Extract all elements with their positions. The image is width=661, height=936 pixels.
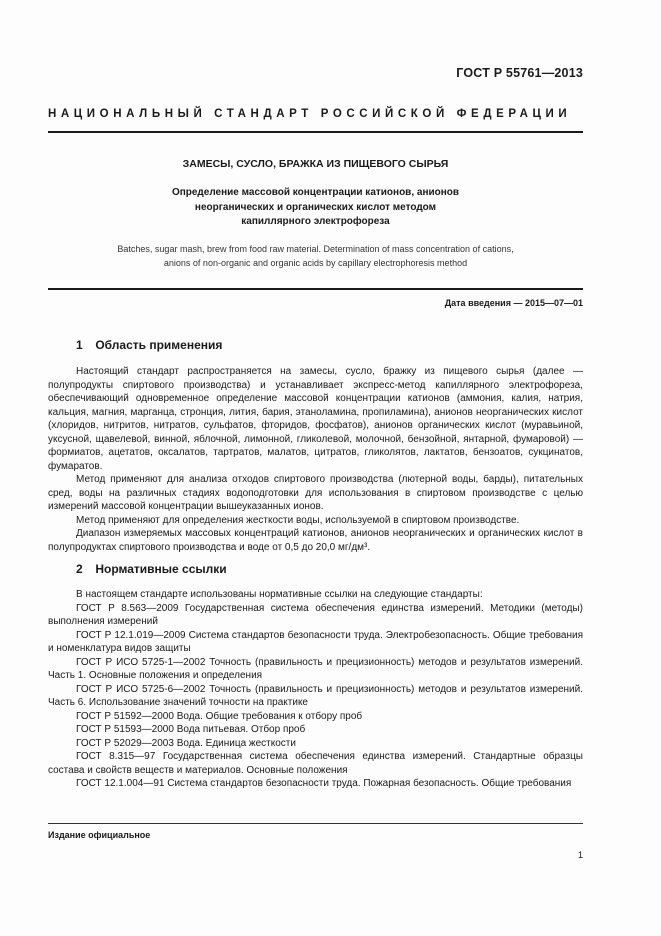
header-divider [48,131,583,133]
reference-item: ГОСТ 12.1.004—91 Система стандартов безопасности труда. Пожарная безопасность. Общие требования [76,778,572,789]
section-title: Область применения [95,338,223,352]
section-2-body [48,588,583,791]
reference-item: ГОСТ Р 12.1.019—2009 Система стандартов безопасности труда. Электробезопасность. Общие требования и номенклатура видов защиты [48,629,583,654]
english-title-line: Batches, sugar mash, brew from food raw material. Determination of mass concentration of cations, [117,244,514,254]
reference-item: ГОСТ Р 51593—2000 Вода питьевая. Отбор проб [76,724,306,735]
reference-item: ГОСТ Р 51592—2000 Вода. Общие требования к отбору проб [76,710,363,722]
document-title: ЗАМЕСЫ, СУСЛО, БРАЖКА ИЗ ПИЩЕВОГО СЫРЬЯ [182,158,449,170]
english-title-line: anions of non-organic and organic acids by capillary electrophoresis method [163,257,468,268]
document-subtitle [48,186,583,230]
subtitle-line: Определение массовой концентрации катионов, анионов [171,187,460,198]
national-standard-banner: НАЦИОНАЛЬНЫЙ СТАНДАРТ РОССИЙСКОЙ ФЕДЕРАЦИИ [48,108,572,120]
reference-item: ГОСТ Р ИСО 5725-6—2002 Точность (правильность и прецизионность) методов и результатов измерений. Часть 6. Использование значений точности на практике [48,683,583,708]
section-1-heading [76,338,222,352]
subtitle-line: неорганических и органических кислот методом [194,201,437,213]
reference-item: ГОСТ Р 8.563—2009 Государственная система обеспечения единства измерений. Методики (методы) выполнения измерений [48,602,583,627]
gost-code: ГОСТ Р 55761—2013 [456,66,583,80]
section-2-heading [76,562,227,576]
section-number: 1 [76,338,83,352]
edition-label: Издание официальное [48,830,151,840]
paragraph: В настоящем стандарте использованы нормативные ссылки на следующие стандарты: [76,589,483,600]
english-title [48,243,583,270]
paragraph: Метод применяют для определения жесткости воды, используемой в спиртовом производстве. [76,514,520,526]
reference-item: ГОСТ 8.315—97 Государственная система обеспечения единства измерений. Стандартные образцы состава и свойств веществ и материалов. Основные положения [48,751,583,776]
reference-item: ГОСТ Р 52029—2003 Вода. Единица жесткости [76,737,296,749]
paragraph: Настоящий стандарт распространяется на замесы, сусло, бражку из пищевого сырья (далее — полупродукты спиртового производства) и устанавливает экспресс-метод капиллярного электрофореза, обеспечивающий одновременное определение массовой концентрации катионов (аммония, калия, натрия, кальция, магния, марганца, стронция, лития, бария, этаноламина, пропиламина), анионов неорганических кислот (хлоридов, нитритов, нитратов, сульфатов, фторидов, фосфатов), анионов органических кислот (муравьиной, уксусной, щавелевой, винной, яблочной, лимонной, гликолевой, молочной, бензойной, янтарной, фумаровой) — формиатов, ацетатов, оксалатов, тартратов, малатов, цитратов, гликолятов, лактатов, бензоатов, сукцинатов, фумаратов. [48,366,583,472]
title-divider [48,288,583,290]
section-number: 2 [76,562,83,576]
section-title: Нормативные ссылки [95,562,227,576]
subtitle-line: капиллярного электрофореза [241,216,390,228]
paragraph: Диапазон измеряемых массовых концентраций катионов, анионов неорганических и органических кислот в полупродуктах спиртового производства и воде от 0,5 до 20,0 мг/дм³. [48,528,583,553]
section-1-body [48,365,583,554]
introduction-date: Дата введения — 2015—07—01 [444,298,583,308]
paragraph: Метод применяют для анализа отходов спиртового производства (лютерной воды, барды), питательных сред, воды на различных стадиях водоподготовки для использования в спиртовом производстве с целью измерений массовой концентрации вышеуказанных ионов. [48,474,583,512]
footer-divider [48,823,583,824]
reference-item: ГОСТ Р ИСО 5725-1—2002 Точность (правильность и прецизионность) методов и результатов измерений. Часть 1. Основные положения и определения [48,656,583,681]
page-number: 1 [577,850,583,860]
